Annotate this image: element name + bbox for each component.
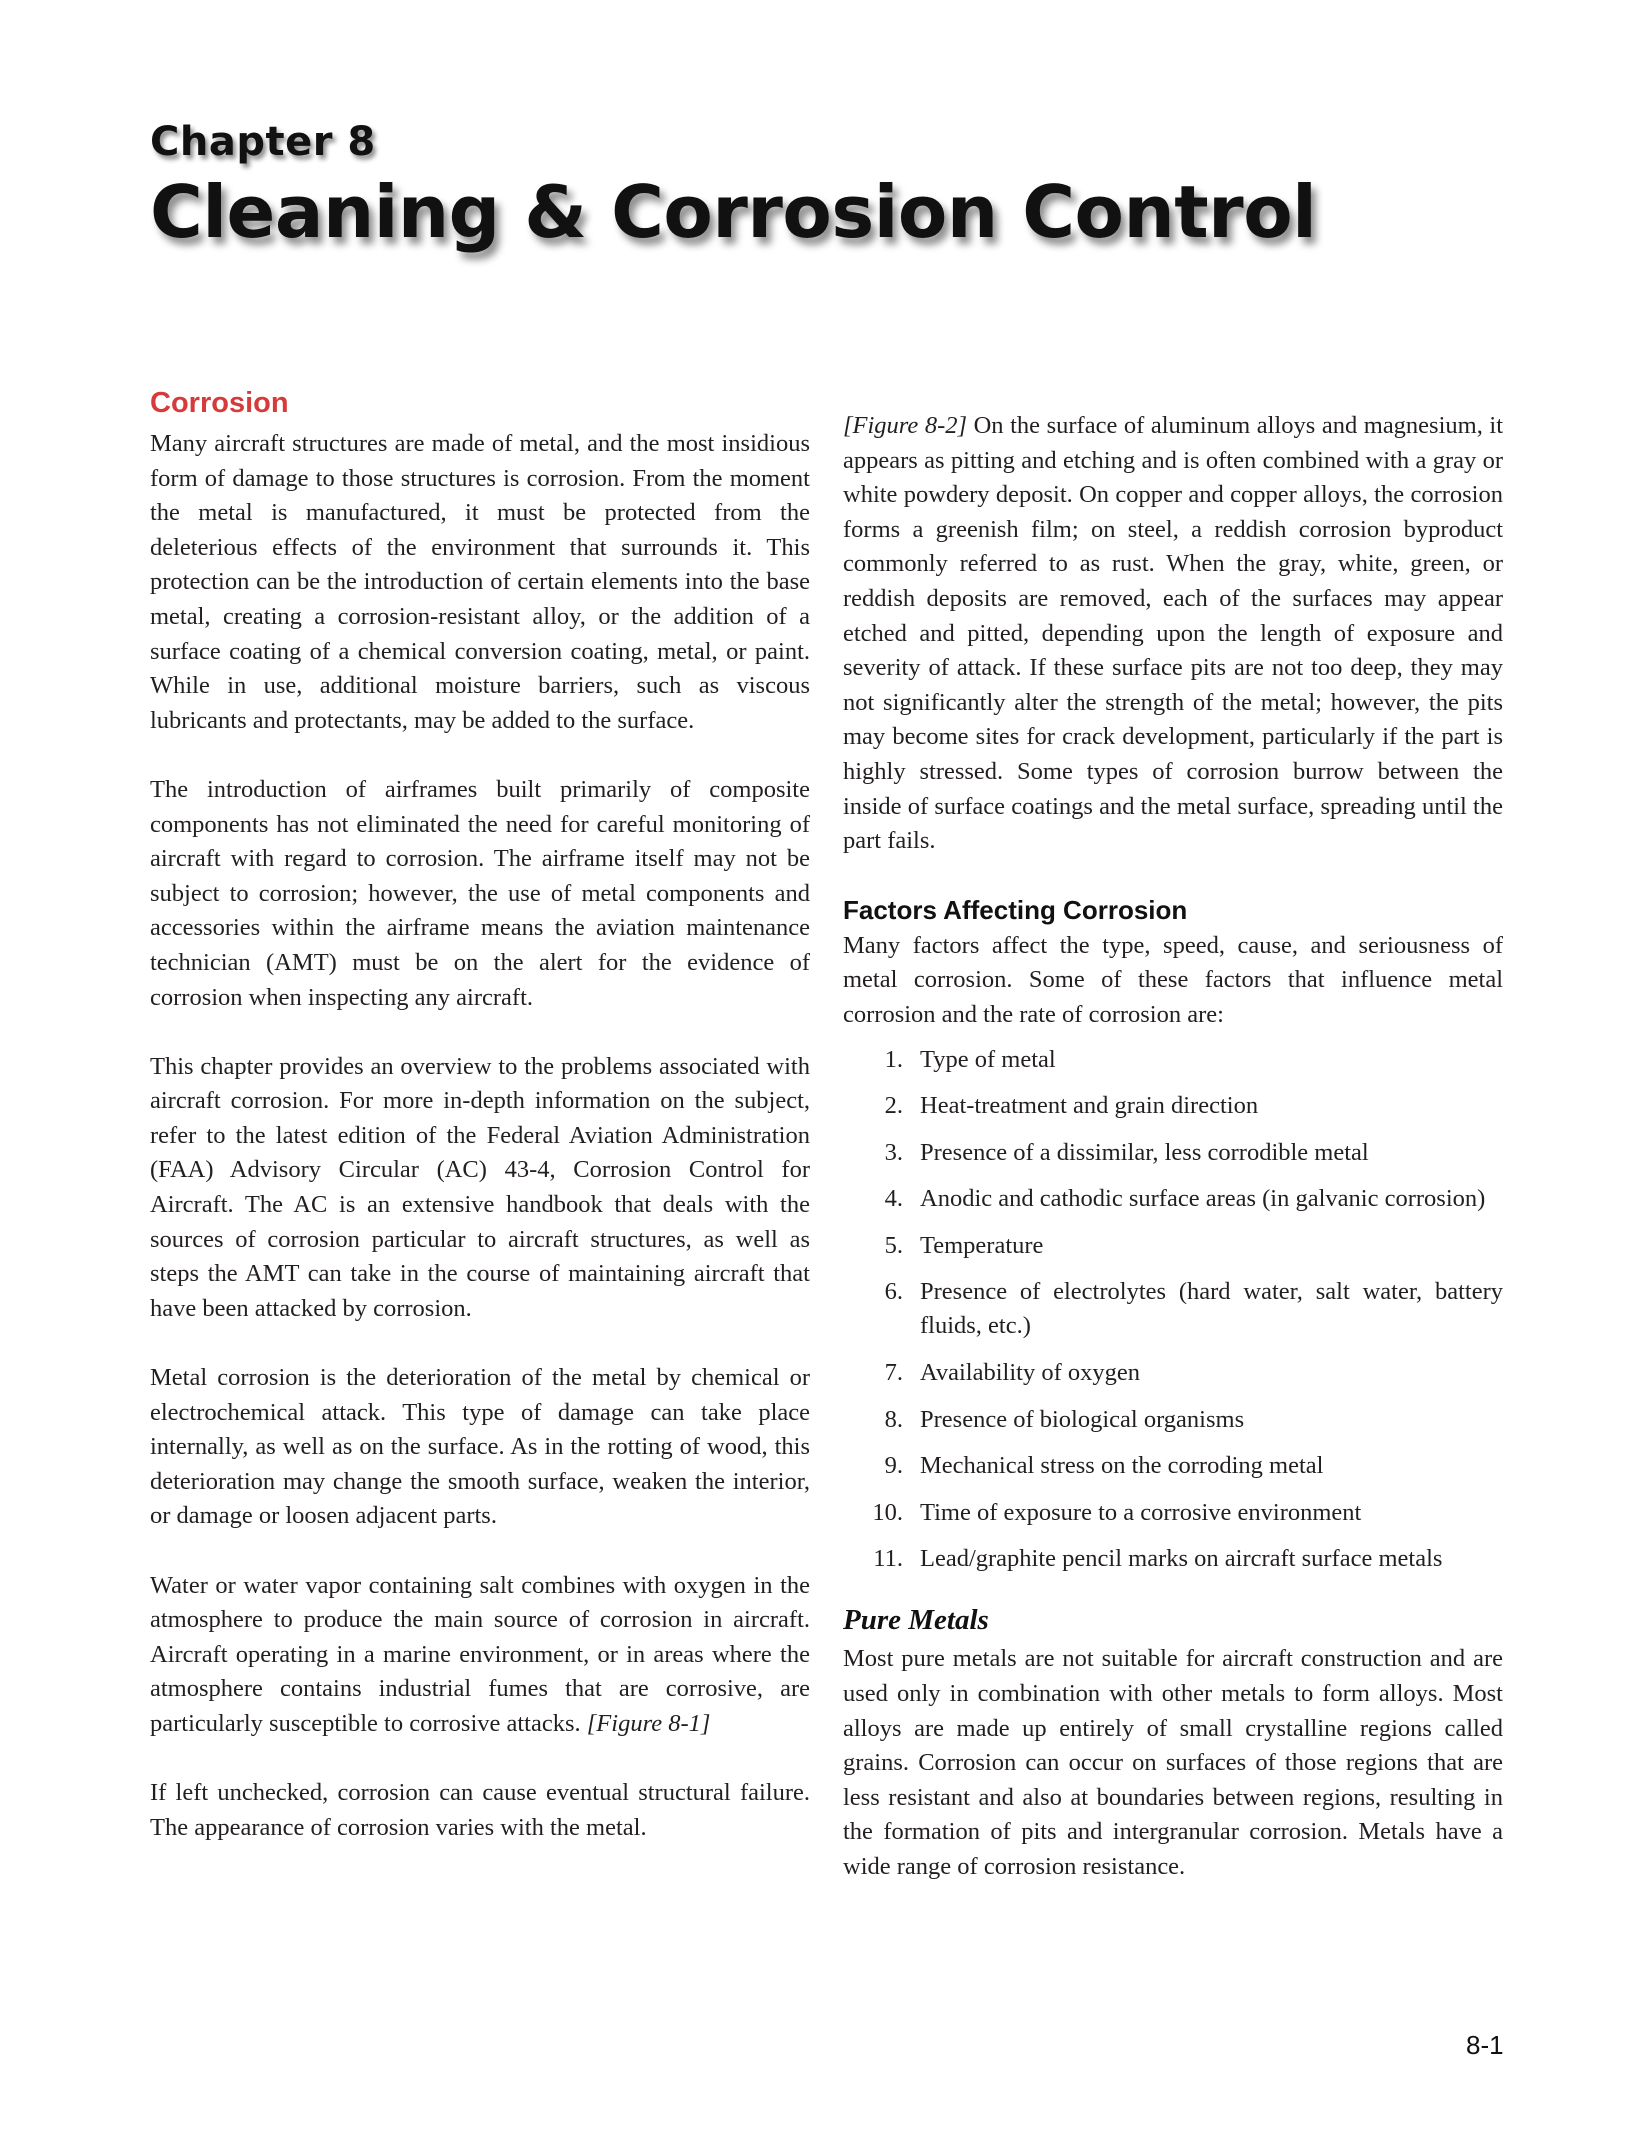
paragraph: Many aircraft structures are made of metal, and the most insidious form of damage to those structures is corrosion. From the moment the metal is manufactured, it must be protected from the deleterious effects of the environment that surrounds it. This protection can be the introduction of certain elements into the base metal, creating a corrosion-resistant alloy, or the addition of a surface coating of a chemical conversion coating, metal, or paint. While in use, additional moisture barriers, such as viscous lubricants and protectants, may be added to the surface. [150, 430, 810, 734]
list-item-text: Presence of biological organisms [920, 1405, 1245, 1433]
paragraph: Metal corrosion is the deterioration of the metal by chemical or electrochemical attack. This type of damage can take place internally, as well as on the surface. As in the rotting of wood, this deterioration may change the smooth surface, weaken the interior, or damage or loosen adjacent parts. [150, 1364, 810, 1530]
list-item-text: Heat-treatment and grain direction [920, 1092, 1259, 1120]
paragraph [843, 409, 1503, 859]
list-item-text: Type of metal [920, 1045, 1056, 1073]
list-item [843, 1043, 1503, 1077]
paragraph-text: On the surface of aluminum alloys and magnesium, it appears as pitting and etching and is often combined with a gray or white powdery deposit. On copper and copper alloys, the corrosion forms a greenish film; on steel, a reddish corrosion byproduct commonly referred to as rust. When the gray, white, green, or reddish deposits are removed, each of the surfaces may appear etched and pitted, depending upon the length of exposure and severity of attack. If these surface pits are not too deep, they may not significantly alter the strength of the metal; however, the pits may become sites for crack development, particularly if the part is highly stressed. Some types of corrosion burrow between the inside of surface coatings and the metal surface, spreading until the part fails. [843, 412, 1504, 855]
list-item [843, 1229, 1503, 1263]
factors-list [843, 1043, 1503, 1577]
list-item-number: 10. [872, 1498, 903, 1526]
paragraph: Many factors affect the type, speed, cause, and seriousness of metal corrosion. Some of these factors that influence metal corrosion and the rate of corrosion are: [843, 931, 1503, 1028]
list-item-number: 7. [884, 1359, 903, 1387]
list-item-number: 2. [884, 1092, 903, 1120]
list-item-number: 11. [873, 1545, 903, 1573]
chapter-header [150, 118, 1316, 254]
list-item-number: 9. [884, 1452, 903, 1480]
figure-reference: [Figure 8-1] [586, 1709, 711, 1737]
list-item [843, 1449, 1503, 1483]
section-heading-pure-metals: Pure Metals [843, 1604, 989, 1637]
list-item [843, 1275, 1503, 1343]
page-number: 8-1 [1466, 2030, 1504, 2060]
list-item-text: Lead/graphite pencil marks on aircraft surface metals [920, 1545, 1443, 1573]
figure-reference: [Figure 8-2] [843, 412, 968, 439]
list-item-number: 3. [884, 1138, 903, 1166]
list-item-number: 4. [884, 1185, 903, 1213]
paragraph: This chapter provides an overview to the problems associated with aircraft corrosion. For more in-depth information on the subject, refer to the latest edition of the Federal Aviation Administration (FAA) Advisory Circular (AC) 43-4, Corrosion Control for Aircraft. The AC is an extensive handbook that deals with the sources of corrosion particular to aircraft structures, as well as steps the AMT can take in the course of maintaining aircraft that have been attacked by corrosion. [150, 1052, 810, 1322]
chapter-label: Chapter 8 [150, 119, 376, 165]
list-item-text: Availability of oxygen [920, 1359, 1140, 1387]
list-item-text: Presence of a dissimilar, less corrodible metal [920, 1138, 1369, 1166]
list-item [843, 1136, 1503, 1170]
list-item [843, 1542, 1503, 1576]
list-item-number: 5. [884, 1231, 903, 1259]
list-item-text: Mechanical stress on the corroding metal [920, 1452, 1324, 1480]
left-column [150, 385, 810, 1845]
list-item [843, 1089, 1503, 1123]
list-item [843, 1496, 1503, 1530]
list-item [843, 1356, 1503, 1390]
list-item-text: Temperature [920, 1231, 1044, 1259]
list-item [843, 1182, 1503, 1216]
paragraph-text: Water or water vapor containing salt combines with oxygen in the atmosphere to produce the main source of corrosion in aircraft. Aircraft operating in a marine environment, or in areas where the atmosphere contains industrial fumes that are corrosive, are particularly susceptible to corrosive attacks. [150, 1571, 810, 1737]
list-item-number: 8. [884, 1405, 903, 1433]
paragraph: The introduction of airframes built primarily of composite components has not eliminated the need for careful monitoring of aircraft with regard to corrosion. The airframe itself may not be subject to corrosion; however, the use of metal components and accessories within the airframe means the aviation maintenance technician (AMT) must be on the alert for the evidence of corrosion when inspecting any aircraft. [150, 775, 810, 1011]
list-item-text: Time of exposure to a corrosive environment [920, 1498, 1362, 1526]
list-item-number: 6. [884, 1278, 903, 1306]
list-item-text: Anodic and cathodic surface areas (in galvanic corrosion) [920, 1185, 1486, 1213]
paragraph: Most pure metals are not suitable for aircraft construction and are used only in combination with other metals to form alloys. Most alloys are made up entirely of small crystalline regions called grains. Corrosion can occur on surfaces of those regions that are less resistant and also at boundaries between regions, resulting in the formation of pits and intergranular corrosion. Metals have a wide range of corrosion resistance. [843, 1645, 1503, 1880]
section-heading-factors: Factors Affecting Corrosion [843, 894, 1188, 925]
list-item-number: 1. [884, 1045, 903, 1073]
paragraph [150, 1569, 810, 1742]
list-item [843, 1403, 1503, 1437]
paragraph: If left unchecked, corrosion can cause eventual structural failure. The appearance of corrosion varies with the metal. [150, 1779, 810, 1841]
right-column [843, 409, 1503, 1885]
list-item-text: Presence of electrolytes (hard water, salt water, battery fluids, etc.) [920, 1278, 1503, 1340]
chapter-title: Cleaning & Corrosion Control [150, 170, 1317, 254]
section-heading-corrosion: Corrosion [150, 387, 289, 419]
